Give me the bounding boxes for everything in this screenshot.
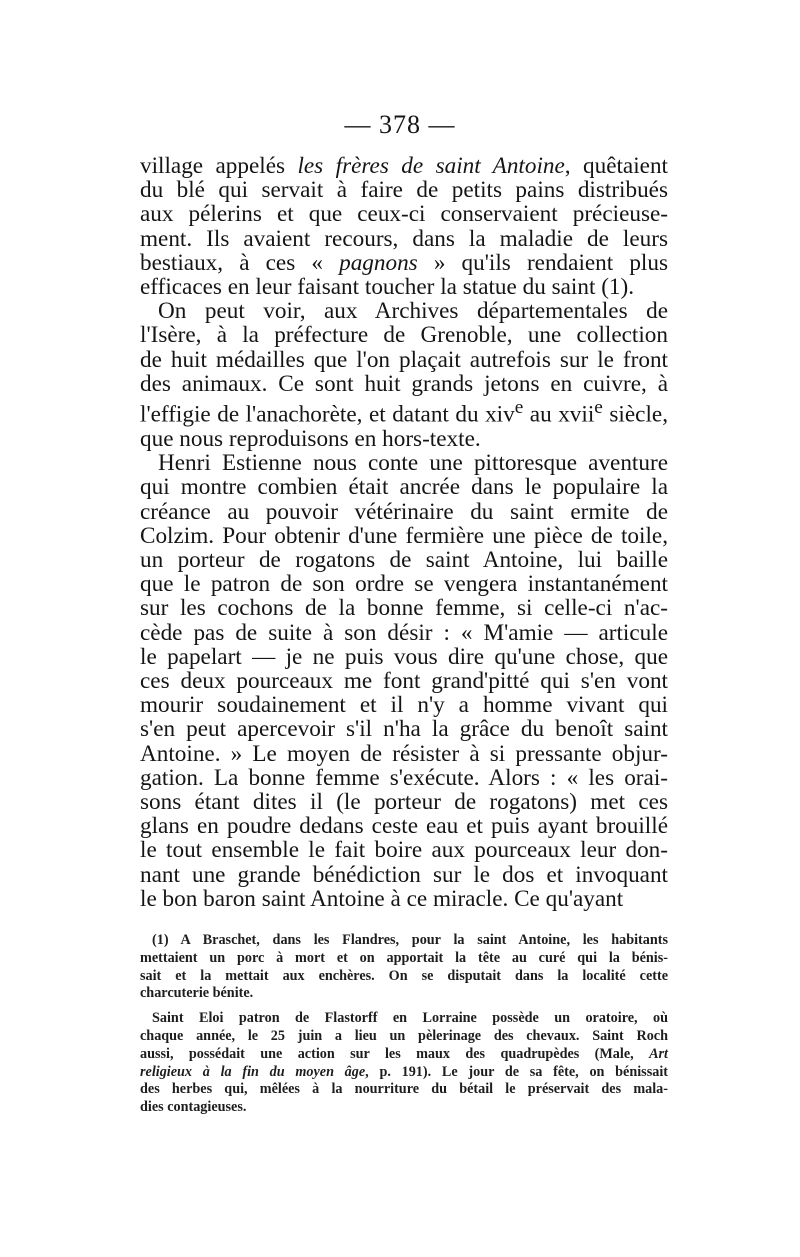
text-line: mettaient un porc à mort et on apportait la tête au curé qui la bénis-	[140, 949, 668, 966]
text-line: l'Isère, à la préfecture de Grenoble, une collection	[140, 322, 668, 349]
text-line: Henri Estienne nous conte une pittoresque aventure	[158, 450, 668, 477]
text-line: de huit médailles que l'on plaçait autrefois sur le front	[140, 346, 668, 373]
text-line: Antoine. » Le moyen de résister à si pressante objur-	[140, 740, 668, 767]
text-line: Colzim. Pour obtenir d'une fermière une pièce de toile,	[140, 522, 668, 549]
text-line: (1) A Braschet, dans les Flandres, pour la saint Antoine, les habitants	[152, 932, 668, 948]
text-line: aux pélerins et que ceux-ci conservaient précieuse-	[140, 201, 668, 228]
paragraph	[140, 299, 668, 451]
paragraph	[140, 154, 668, 299]
text-line: nant une grande bénédiction sur le dos et invoquant	[140, 861, 668, 888]
text-line: ment. Ils avaient recours, dans la maladie de leurs	[140, 225, 668, 252]
text-line: qui montre combien était ancrée dans le populaire la	[140, 474, 668, 501]
text-line: village appelés les frères de saint Antoine, quêtaient	[140, 153, 668, 179]
page-number: — 378 —	[344, 110, 456, 139]
text-line: créance au pouvoir vétérinaire du saint ermite de	[140, 498, 668, 525]
text-line: l'effigie de l'anachorète, et datant du xiv$^e$ au xvii$^e$ siècle,	[140, 397, 668, 428]
text-line: le tout ensemble le fait boire aux pourceaux leur don-	[140, 837, 668, 864]
text-line: chaque année, le 25 juin a lieu un pèlerinage des chevaux. Saint Roch	[140, 1027, 668, 1044]
text-line: religieux à la fin du moyen âge, p. 191). Le jour de sa fête, on bénissait	[140, 1063, 668, 1080]
text-line: des animaux. Ce sont huit grands jetons en cuivre, à	[140, 370, 668, 397]
text-line: charcuterie bénite.	[140, 985, 254, 1002]
text-line: le papelart — je ne puis vous dire qu'une chose, que	[140, 643, 668, 670]
footnote	[140, 1010, 668, 1117]
text-line: glans en poudre dedans ceste eau et puis ayant brouillé	[140, 813, 668, 840]
text-line: le bon baron saint Antoine à ce miracle. Ce qu'ayant	[140, 885, 624, 912]
text-line: ces deux pourceaux me font grand'pitté qui s'en vont	[140, 668, 668, 694]
text-line: sons étant dites il (le porteur de rogatons) met ces	[140, 789, 668, 816]
text-line: dies contagieuses.	[140, 1099, 247, 1116]
text-line: que le patron de son ordre se vengera instantanément	[140, 571, 668, 598]
text-line: Saint Eloi patron de Flastorff en Lorraine possède un oratoire, où	[152, 1010, 668, 1027]
text-line: sur les cochons de la bonne femme, si celle-ci n'ac-	[140, 595, 668, 622]
text-line: s'en peut apercevoir s'il n'ha la grâce du benoît saint	[140, 716, 668, 743]
text-line: cède pas de suite à son désir : « M'amie — articule	[140, 619, 668, 646]
paragraph	[140, 451, 668, 911]
text-line: efficaces en leur faisant toucher la statue du saint (1).	[140, 274, 635, 301]
text-line: On peut voir, aux Archives départementales de	[158, 298, 668, 325]
footnotes	[140, 932, 668, 1117]
footnote	[140, 932, 668, 1003]
text-line: que nous reproduisons en hors-texte.	[140, 425, 481, 452]
main-text	[140, 154, 668, 911]
text-line: mourir soudainement et il n'y a homme vivant qui	[140, 692, 668, 719]
text-line: gation. La bonne femme s'exécute. Alors : « les orai-	[140, 764, 668, 791]
text-line: sait et la mettait aux enchères. On se disputait dans la localité cette	[140, 967, 668, 984]
text-line: bestiaux, à ces « pagnons » qu'ils rendaient plus	[140, 249, 668, 276]
text-line: des herbes qui, mêlées à la nourriture du bétail le préservait des mala-	[140, 1081, 668, 1098]
text-line: un porteur de rogatons de saint Antoine, lui baille	[140, 546, 668, 573]
text-line: aussi, possédait une action sur les maux des quadrupèdes (Male, Art	[140, 1045, 668, 1062]
text-line: du blé qui servait à faire de petits pains distribués	[140, 177, 668, 204]
